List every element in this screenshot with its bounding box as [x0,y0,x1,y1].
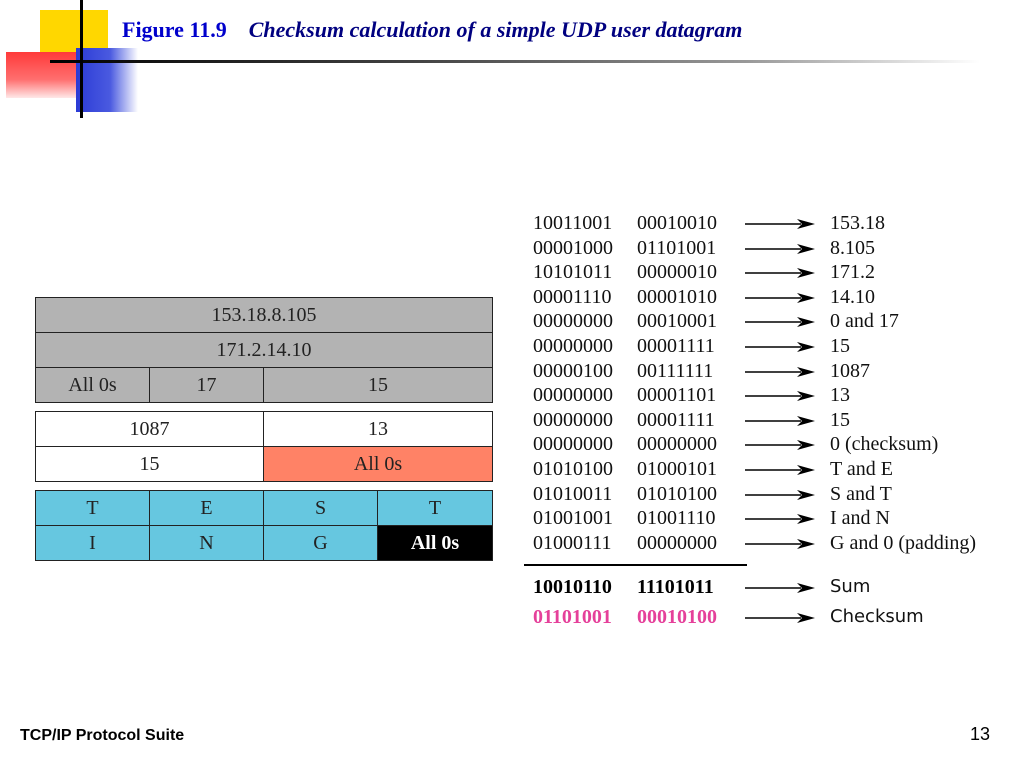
word-row [533,458,1003,482]
word-low: 00001111 [637,408,715,431]
data-cell: I [36,526,150,561]
word-high: 00001110 [533,285,612,308]
decor-red-square [6,52,76,98]
arrow-icon [745,412,815,430]
sum-row [533,576,1003,600]
word-label: 15 [830,408,850,431]
data-cell: T [378,491,493,526]
arrow-icon [745,510,815,528]
word-high: 00000000 [533,384,613,407]
data-cell: G [264,526,378,561]
arrow-icon [745,363,815,381]
protocol-cell: 17 [150,368,264,403]
word-low: 00000000 [637,433,717,456]
arrow-icon [745,535,815,553]
word-low: 00000010 [637,261,717,284]
page-number: 13 [969,724,990,744]
word-high: 10101011 [533,261,613,284]
checksum-high: 01101001 [533,606,612,628]
word-row [533,384,1003,408]
destination-port-cell: 13 [264,412,493,447]
length-cell: 15 [36,447,264,482]
sum-label: Sum [830,576,871,597]
destination-ip-cell: 171.2.14.10 [36,333,493,368]
word-row [533,286,1003,310]
word-low: 00111111 [637,359,714,382]
word-high: 00000000 [533,433,613,456]
word-high: 00000000 [533,310,613,333]
word-label: 0 and 17 [830,310,899,333]
arrow-icon [745,338,815,356]
word-label: 14.10 [830,285,875,308]
source-ip-cell: 153.18.8.105 [36,298,493,333]
word-row [533,360,1003,384]
word-label: G and 0 (padding) [830,531,977,554]
word-label: 171.2 [830,261,875,284]
data-table [35,490,493,561]
decor-vertical-line [80,0,83,118]
data-cell: N [150,526,264,561]
arrow-icon [745,215,815,233]
word-row [533,433,1003,457]
word-row [533,335,1003,359]
word-label: I and N [830,507,890,530]
checksum-label: Checksum [830,606,924,627]
decor-horizontal-line [50,60,980,63]
word-row [533,483,1003,507]
word-high: 00000100 [533,359,613,382]
arrow-icon [745,240,815,258]
word-low: 01001110 [637,507,716,530]
udp-length-cell: 15 [264,368,493,403]
word-row [533,237,1003,261]
word-label: S and T [830,482,892,505]
arrow-icon [745,264,815,282]
word-high: 10011001 [533,212,613,234]
arrow-icon [745,486,815,504]
word-low: 00001010 [637,285,717,308]
pseudoheader-table [35,297,493,403]
padding-cell: All 0s [378,526,493,561]
figure-caption: Checksum calculation of a simple UDP user datagram [248,17,743,42]
word-row [533,310,1003,334]
arrow-icon [745,289,815,307]
word-low: 00000000 [637,531,717,554]
word-label: 8.105 [830,236,875,259]
slide-title [122,17,742,43]
word-low: 00010010 [637,212,717,234]
word-low: 01101001 [637,236,717,259]
word-low: 01000101 [637,458,717,480]
figure-number: Figure 11.9 [122,17,227,42]
decor-blue-square [76,48,138,112]
word-high: 00001000 [533,236,613,259]
word-high: 01001001 [533,507,613,530]
word-low: 01010100 [637,482,717,505]
word-low: 00001111 [637,335,715,357]
arrow-icon [745,387,815,405]
arrow-icon [745,609,815,627]
word-high: 00000000 [533,335,613,357]
word-high: 01000111 [533,531,612,554]
word-high: 00000000 [533,408,613,431]
word-row [533,212,1003,236]
checksum-cell: All 0s [264,447,493,482]
word-label: 153.18 [830,212,885,234]
sum-low: 11101011 [637,576,714,598]
word-high: 01010011 [533,482,613,505]
data-cell: E [150,491,264,526]
data-cell: T [36,491,150,526]
word-label: 0 (checksum) [830,433,939,456]
word-label: 15 [830,335,850,357]
word-low: 00010001 [637,310,717,333]
word-row [533,532,1003,556]
word-row [533,507,1003,531]
sum-high: 10010110 [533,576,612,598]
source-port-cell: 1087 [36,412,264,447]
word-label: 13 [830,384,850,407]
word-row [533,409,1003,433]
arrow-icon [745,436,815,454]
word-low: 00001101 [637,384,717,407]
checksum-row [533,606,1003,630]
word-row [533,261,1003,285]
zeros-cell: All 0s [36,368,150,403]
checksum-low: 00010100 [637,606,717,628]
udp-header-table [35,411,493,482]
word-high: 01010100 [533,458,613,480]
word-label: 1087 [830,359,870,382]
arrow-icon [745,579,815,597]
footer-title: TCP/IP Protocol Suite [20,727,185,744]
data-cell: S [264,491,378,526]
arrow-icon [745,313,815,331]
word-label: T and E [830,458,893,480]
sum-divider [524,564,747,566]
arrow-icon [745,461,815,479]
